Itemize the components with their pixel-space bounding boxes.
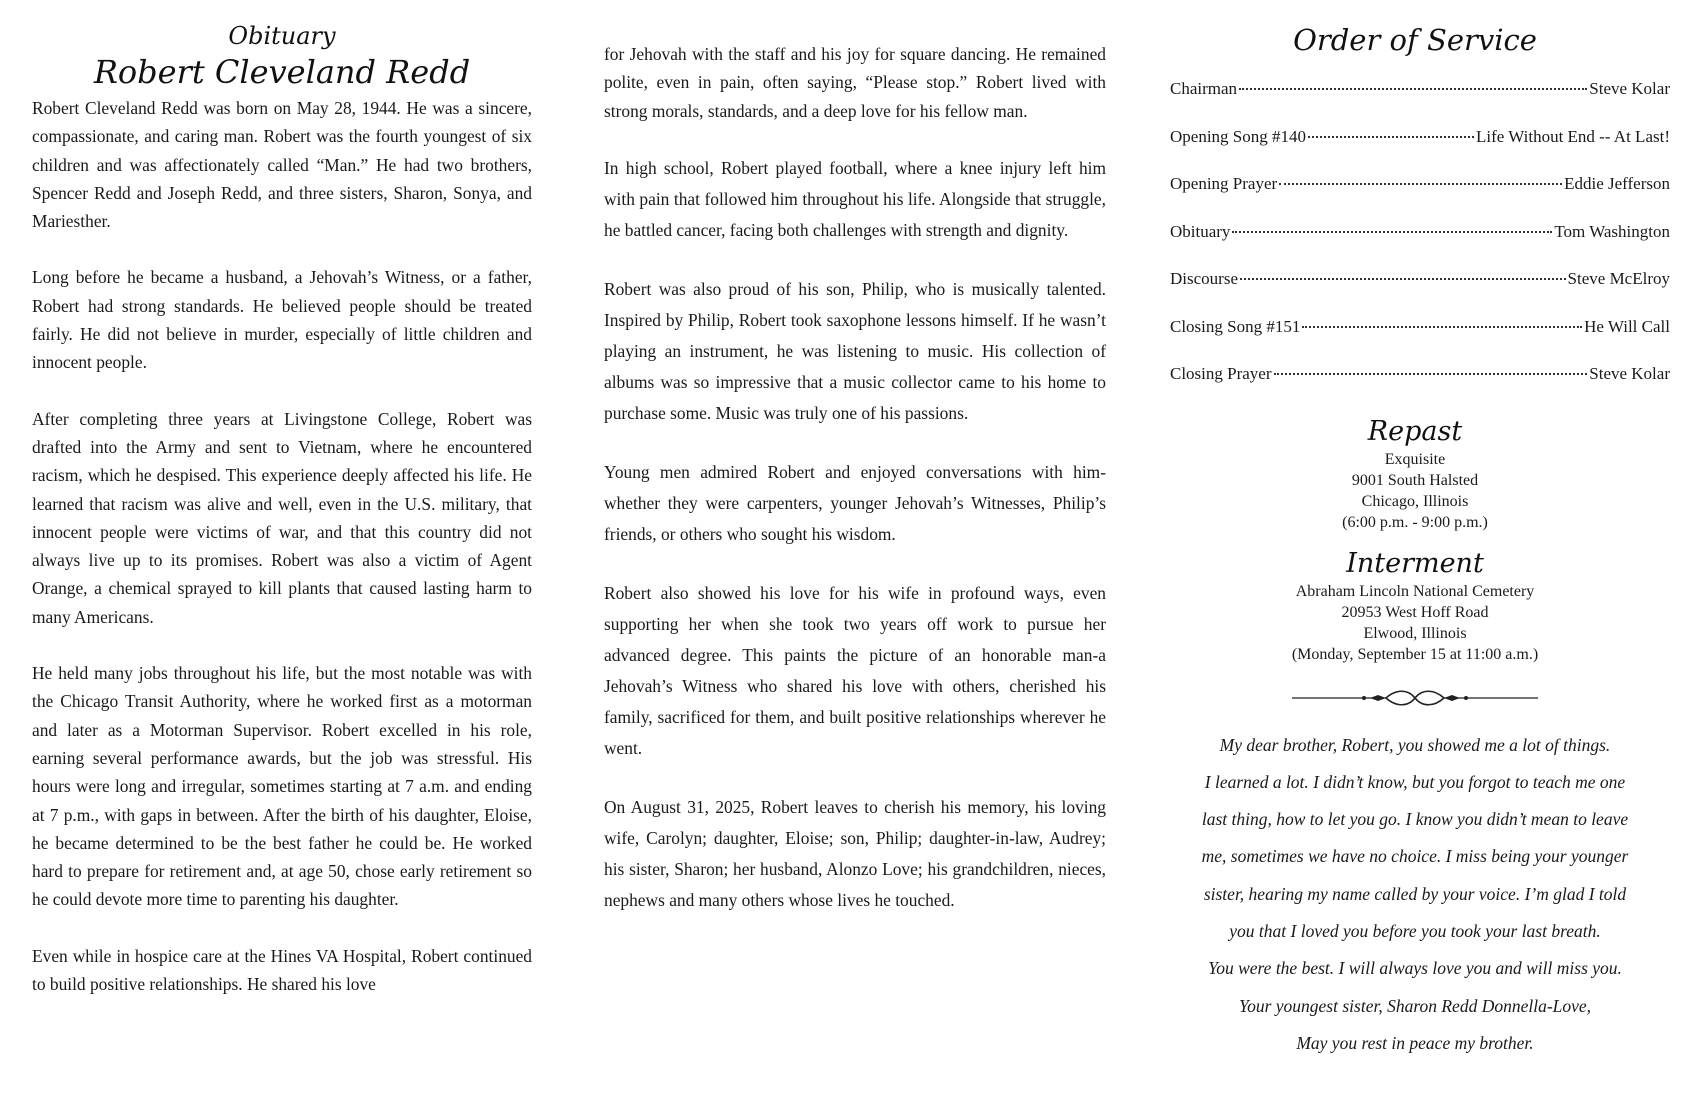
service-participant: Steve McElroy bbox=[1567, 269, 1670, 288]
service-role: Opening Song #140 bbox=[1170, 126, 1306, 146]
tribute-line: My dear brother, Robert, you showed me a lot of things. bbox=[1219, 734, 1611, 755]
order-of-service-list bbox=[1170, 78, 1670, 411]
obituary-paragraph: After completing three years at Livingstone College, Robert was drafted into the Army and sent to Vietnam, where he encountered racism, which he despised. This experience deeply affected his life. He learned that racism was alive and well, even in the U.S. military, that innocent people were victims of war, and that this country did not always live up to its promises. Robert was also a victim of Agent Orange, a chemical sprayed to kill plants that caused lasting harm to many Americans. bbox=[32, 408, 532, 627]
leader-dots bbox=[1279, 183, 1562, 185]
service-participant: Steve Kolar bbox=[1589, 364, 1670, 383]
service-item bbox=[1170, 221, 1670, 269]
service-item bbox=[1170, 126, 1670, 174]
service-item bbox=[1170, 78, 1670, 126]
tribute-line: me, sometimes we have no choice. I miss being your younger bbox=[1201, 846, 1629, 867]
decorative-flourish-icon bbox=[1290, 687, 1540, 709]
tribute-line: last thing, how to let you go. I know you didn’t mean to leave bbox=[1201, 809, 1629, 830]
service-item bbox=[1170, 363, 1670, 411]
obituary-paragraph: for Jehovah with the staff and his joy for square dancing. He remained polite, even in pain, often saying, “Please stop.” Robert lived with strong morals, standards, and a deep love for his fellow man. bbox=[604, 44, 1106, 121]
service-participant: Steve Kolar bbox=[1589, 79, 1670, 98]
service-role: Closing Prayer bbox=[1170, 364, 1272, 383]
tribute-closing: May you rest in peace my brother. bbox=[1296, 1032, 1534, 1053]
service-role: Chairman bbox=[1170, 79, 1238, 98]
obituary-paragraph: Robert Cleveland Redd was born on May 28, 1944. He was a sincere, compassionate, and caring man. Robert was the fourth youngest of six children and was affectionately called “Man.” He had two brothers, Spencer Redd and Joseph Redd, and three sisters, Sharon, Sonya, and Mariesther. bbox=[32, 98, 532, 232]
tribute-line: I learned a lot. I didn’t know, but you forgot to teach me one bbox=[1204, 771, 1626, 792]
tribute-line: you that I loved you before you took your last breath. bbox=[1229, 920, 1601, 941]
leader-dots bbox=[1240, 278, 1566, 280]
service-role: Closing Song #151 bbox=[1170, 316, 1301, 336]
tribute-line: You were the best. I will always love you and will miss you. bbox=[1208, 958, 1622, 979]
leader-dots bbox=[1239, 88, 1587, 90]
obituary-paragraph: Long before he became a husband, a Jehovah’s Witness, or a father, Robert had strong standards. He believed people should be treated fairly. He did not believe in murder, especially of little children and innocent people. bbox=[32, 267, 532, 373]
obituary-paragraph: On August 31, 2025, Robert leaves to cherish his memory, his loving wife, Carolyn; daughter, Eloise; son, Philip; daughter-in-law, Audrey; his sister, Sharon; her husband, Alonzo Love; his grandchildren, nieces, nephews and many others whose lives he touched. bbox=[604, 796, 1106, 910]
tribute-signature: Your youngest sister, Sharon Redd Donnella-Love, bbox=[1238, 995, 1592, 1016]
tribute-poem bbox=[1160, 727, 1670, 1063]
service-item bbox=[1170, 316, 1670, 364]
interment-section bbox=[1160, 547, 1670, 665]
obituary-paragraph: Robert also showed his love for his wife in profound ways, even supporting her when she took two years off work to pursue her advanced degree. This paints the picture of an honorable man-a Jehovah’s Witness who shared his love with others, cherished his family, sacrificed for them, and built positive relationships wherever he went. bbox=[604, 582, 1106, 758]
interment-address: 20953 West Hoff Road bbox=[1341, 603, 1489, 621]
obituary-paragraph: Young men admired Robert and enjoyed conversations with him-whether they were carpenters, younger Jehovah’s Witnesses, Philip’s friends, or others who sought his wisdom. bbox=[604, 461, 1106, 544]
obituary-paragraph: He held many jobs throughout his life, but the most notable was with the Chicago Transit Authority, where he worked first as a motorman and later as a Motorman Supervisor. Robert excelled in his role, earning several performance awards, but the job was stressful. His hours were long and irregular, sometimes starting at 7 a.m. and ending at 7 p.m., with gaps in between. After the birth of his daughter, Eloise, he became determined to be the best father he could be. He worked hard to prepare for retirement and, at age 50, chose early retirement so he could devote more time to parenting his daughter. bbox=[32, 663, 532, 910]
leader-dots bbox=[1274, 373, 1588, 375]
service-item bbox=[1170, 268, 1670, 316]
obituary-paragraph: Even while in hospice care at the Hines VA Hospital, Robert continued to build positive relationships. He shared his love bbox=[32, 945, 532, 995]
repast-time: (6:00 p.m. - 9:00 p.m.) bbox=[1342, 513, 1488, 531]
service-column bbox=[1160, 0, 1670, 1062]
interment-city: Elwood, Illinois bbox=[1363, 624, 1467, 642]
service-participant: Life Without End -- At Last! bbox=[1476, 126, 1670, 146]
service-role: Opening Prayer bbox=[1170, 174, 1278, 193]
repast-title: Repast bbox=[1367, 415, 1463, 447]
leader-dots bbox=[1302, 326, 1582, 328]
interment-title: Interment bbox=[1346, 547, 1484, 579]
interment-time: (Monday, September 15 at 11:00 a.m.) bbox=[1291, 645, 1539, 663]
obituary-paragraph: In high school, Robert played football, where a knee injury left him with pain that followed him throughout his life. Alongside that struggle, he battled cancer, facing both challenges with strength and dignity. bbox=[604, 157, 1106, 240]
obituary-column-2 bbox=[604, 0, 1106, 944]
repast-city: Chicago, Illinois bbox=[1361, 492, 1469, 510]
interment-venue: Abraham Lincoln National Cemetery bbox=[1295, 582, 1535, 600]
service-participant: Eddie Jefferson bbox=[1564, 174, 1670, 193]
deceased-name: Robert Cleveland Redd bbox=[93, 53, 471, 91]
tribute-line: sister, hearing my name called by your voice. I’m glad I told bbox=[1203, 883, 1627, 904]
obituary-heading: Obituary bbox=[228, 22, 336, 50]
repast-section bbox=[1160, 415, 1670, 533]
service-role: Obituary bbox=[1170, 221, 1231, 241]
service-participant: Tom Washington bbox=[1554, 221, 1670, 241]
service-participant: He Will Call bbox=[1584, 316, 1670, 336]
service-item bbox=[1170, 173, 1670, 221]
order-of-service-title: Order of Service bbox=[1293, 23, 1537, 57]
service-role: Discourse bbox=[1170, 269, 1238, 288]
leader-dots bbox=[1232, 231, 1552, 233]
obituary-paragraph: Robert was also proud of his son, Philip, who is musically talented. Inspired by Philip, Robert took saxophone lessons himself. If he wasn’t playing an instrument, he was listening to music. His collection of albums was so impressive that a music collector came to his home to purchase some. Music was truly one of his passions. bbox=[604, 278, 1106, 423]
leader-dots bbox=[1308, 136, 1474, 138]
repast-venue: Exquisite bbox=[1384, 450, 1446, 468]
repast-address: 9001 South Halsted bbox=[1351, 471, 1479, 489]
obituary-column-1 bbox=[32, 0, 532, 1026]
